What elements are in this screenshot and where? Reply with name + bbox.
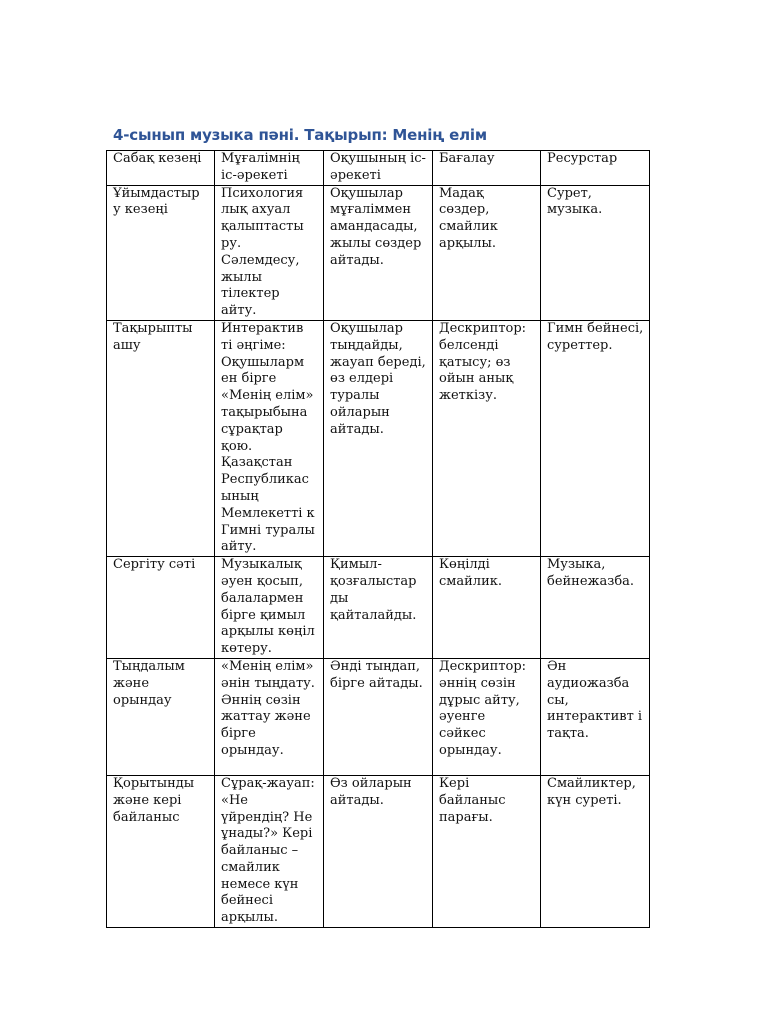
table-cell-resources: Сурет, музыка. [541, 185, 650, 320]
table-cell-stage: Тақырыпты ашу [107, 320, 215, 556]
lesson-plan-table [106, 150, 650, 928]
table-row [107, 557, 650, 659]
table-header-row [107, 151, 650, 186]
table-cell-teacher-activity: Сұрақ-жауап: «Не үйрендің? Не ұнады?» Кері байланыс – смайлик немесе күн бейнесі арқылы. [215, 775, 324, 927]
table-cell-stage: Тыңдалым және орындау [107, 658, 215, 775]
table-cell-resources: Смайликтер, күн суреті. [541, 775, 650, 927]
table-cell-teacher-activity: Музыкалық әуен қосып, балалармен бірге қимыл арқылы көңіл көтеру. [215, 557, 324, 659]
table-cell-resources: Музыка, бейнежазба. [541, 557, 650, 659]
table-cell-resources: Гимн бейнесі, суреттер. [541, 320, 650, 556]
table-cell-stage: Сергіту сәті [107, 557, 215, 659]
table-cell-student-activity: Әнді тыңдап, бірге айтады. [324, 658, 433, 775]
table-cell-student-activity: Оқушылар мұғаліммен амандасады, жылы сөздер айтады. [324, 185, 433, 320]
header-cell-stage: Сабақ кезеңі [107, 151, 215, 186]
table-cell-assessment: Дескриптор: әннің сөзін дұрыс айту, әуенге сәйкес орындау. [433, 658, 541, 775]
table-row [107, 185, 650, 320]
table-cell-teacher-activity: Психология лық ахуал қалыптасты ру. Сәлемдесу, жылы тілектер айту. [215, 185, 324, 320]
table-row [107, 658, 650, 775]
table-cell-teacher-activity: «Менің елім» әнін тыңдату. Әннің сөзін жаттау және бірге орындау. [215, 658, 324, 775]
header-cell-teacher-activity: Мұғалімнің іс-әрекеті [215, 151, 324, 186]
header-cell-student-activity: Оқушының іс-әрекеті [324, 151, 433, 186]
table-cell-stage: Ұйымдастыр у кезеңі [107, 185, 215, 320]
table-row [107, 775, 650, 927]
table-cell-student-activity: Оқушылар тыңдайды, жауап береді, өз елдері туралы ойларын айтады. [324, 320, 433, 556]
table-cell-student-activity: Өз ойларын айтады. [324, 775, 433, 927]
table-cell-resources: Ән аудиожазба сы, интерактивт і тақта. [541, 658, 650, 775]
header-cell-resources: Ресурстар [541, 151, 650, 186]
header-cell-assessment: Бағалау [433, 151, 541, 186]
table-cell-assessment: Кері байланыс парағы. [433, 775, 541, 927]
table-cell-assessment: Дескриптор: белсенді қатысу; өз ойын анық жеткізу. [433, 320, 541, 556]
table-cell-teacher-activity: Интерактив ті әңгіме: Оқушыларм ен бірге «Менің елім» тақырыбына сұрақтар қою. Қазақстан Республикас ының Мемлекетті к Гимні туралы айту. [215, 320, 324, 556]
table-cell-assessment: Көңілді смайлик. [433, 557, 541, 659]
table-cell-assessment: Мадақ сөздер, смайлик арқылы. [433, 185, 541, 320]
table-cell-stage: Қорытынды және кері байланыс [107, 775, 215, 927]
document-title: 4-сынып музыка пәні. Тақырып: Менің елім [113, 126, 487, 144]
table-cell-student-activity: Қимыл-қозғалыстар ды қайталайды. [324, 557, 433, 659]
table-row [107, 320, 650, 556]
